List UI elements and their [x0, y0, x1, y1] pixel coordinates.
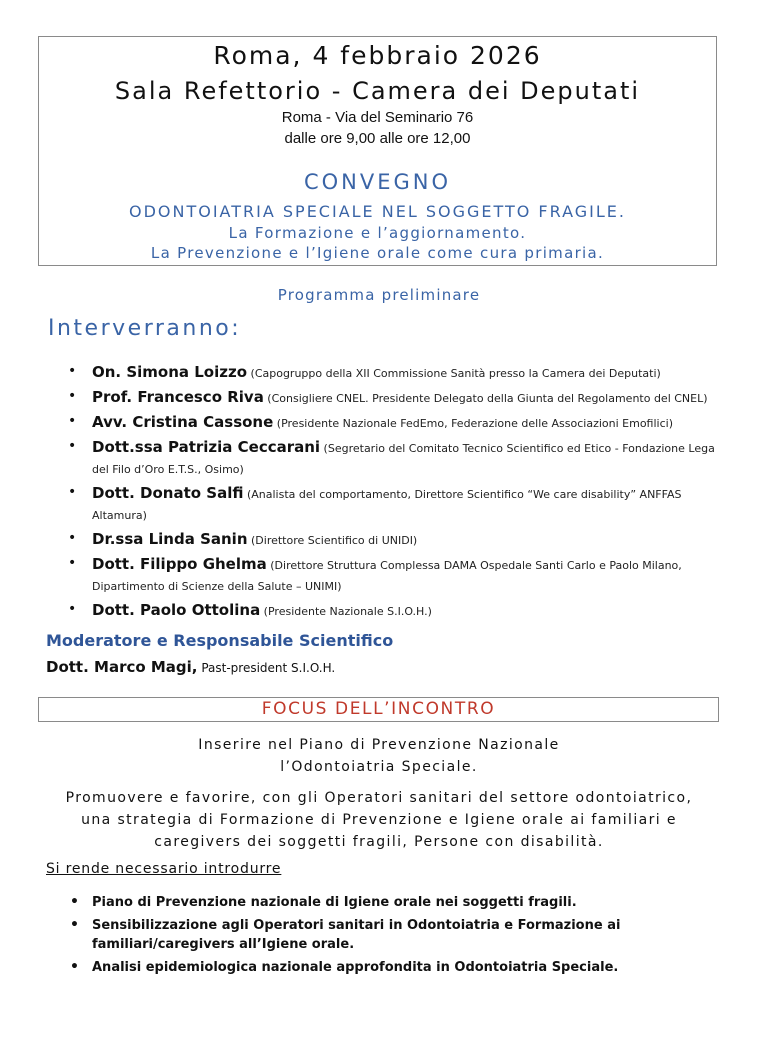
bullet-icon: •	[68, 484, 77, 500]
bullet-icon: •	[68, 555, 77, 571]
event-address: Roma - Via del Seminario 76	[281, 109, 474, 126]
action-text: Sensibilizzazione agli Operatori sanitari in Odontoiatria e Formazione ai familiari/caregivers all’Igiene orale.	[92, 918, 621, 952]
bullet-icon: •	[68, 601, 77, 617]
speaker-item	[66, 412, 716, 433]
speaker-name: Avv. Cristina Cassone	[92, 413, 274, 431]
moderator-line	[46, 657, 335, 676]
speakers-list	[66, 362, 716, 625]
speaker-role: (Segretario del Comitato Tecnico Scientifico ed Etico - Fondazione Lega del Filo d’Oro E.T.S., Osimo)	[92, 442, 715, 476]
bullet-icon: •	[68, 413, 77, 429]
action-text: Analisi epidemiologica nazionale approfondita in Odontoiatria Speciale.	[92, 960, 619, 975]
actions-list	[70, 893, 710, 981]
speaker-item	[66, 437, 716, 479]
program-label: Programma preliminare	[277, 286, 481, 304]
focus-line-2: l’Odontoiatria Speciale.	[280, 759, 478, 775]
event-date: Roma, 4 febbraio 2026	[213, 41, 542, 70]
bullet-icon: •	[70, 959, 79, 975]
event-venue: Sala Refettorio - Camera dei Deputati	[114, 77, 641, 105]
action-item	[70, 916, 710, 954]
speaker-name: On. Simona Loizzo	[92, 363, 248, 381]
focus-paragraph-line-1: Promuovere e favorire, con gli Operatori sanitari del settore odontoiatrico,	[65, 790, 693, 806]
focus-title: FOCUS DELL’INCONTRO	[261, 699, 496, 719]
speaker-role: (Consigliere CNEL. Presidente Delegato della Giunta del Regolamento del CNEL)	[263, 392, 708, 405]
action-text: Piano di Prevenzione nazionale di Igiene orale nei soggetti fragili.	[92, 895, 577, 910]
speaker-item	[66, 362, 716, 383]
event-time: dalle ore 9,00 alle ore 12,00	[284, 130, 471, 147]
necessary-heading: Si rende necessario introdurre	[46, 861, 282, 877]
bullet-icon: •	[68, 530, 77, 546]
speaker-role: (Capogruppo della XII Commissione Sanità presso la Camera dei Deputati)	[247, 367, 661, 380]
focus-line-1: Inserire nel Piano di Prevenzione Nazionale	[198, 737, 560, 753]
speaker-role: (Analista del comportamento, Direttore Scientifico “We care disability” ANFFAS Altamura)	[92, 488, 682, 522]
focus-paragraph-line-2: una strategia di Formazione di Prevenzione e Igiene orale ai familiari e	[81, 812, 677, 828]
speaker-role: (Direttore Scientifico di UNIDI)	[247, 534, 418, 547]
moderator-role: Past-president S.I.O.H.	[197, 661, 336, 675]
convegno-title: ODONTOIATRIA SPECIALE NEL SOGGETTO FRAGILE.	[128, 202, 626, 221]
bullet-icon: •	[68, 388, 77, 404]
bullet-icon: •	[70, 917, 79, 933]
speaker-item	[66, 483, 716, 525]
bullet-icon: •	[68, 438, 77, 454]
speaker-item	[66, 529, 716, 550]
focus-paragraph-line-3: caregivers dei soggetti fragili, Persone con disabilità.	[154, 834, 604, 850]
bullet-icon: •	[70, 894, 79, 910]
convegno-subtitle-2: La Prevenzione e l’Igiene orale come cura primaria.	[150, 244, 605, 262]
speaker-name: Dott. Filippo Ghelma	[92, 555, 267, 573]
convegno-label: CONVEGNO	[303, 170, 452, 194]
speaker-name: Dott.ssa Patrizia Ceccarani	[92, 438, 321, 456]
speaker-role: (Direttore Struttura Complessa DAMA Ospedale Santi Carlo e Paolo Milano, Dipartimento di Scienze della Salute – UNIMI)	[92, 559, 682, 593]
bullet-icon: •	[68, 363, 77, 379]
moderator-name: Dott. Marco Magi,	[46, 658, 198, 676]
speaker-item	[66, 387, 716, 408]
speakers-heading: Interverranno:	[48, 316, 242, 341]
speaker-name: Dott. Donato Salfi	[92, 484, 244, 502]
header-box	[38, 36, 717, 266]
convegno-subtitle-1: La Formazione e l’aggiornamento.	[228, 224, 527, 242]
action-item	[70, 893, 710, 912]
speaker-name: Dr.ssa Linda Sanin	[92, 530, 248, 548]
speaker-item	[66, 600, 716, 621]
moderator-heading: Moderatore e Responsabile Scientifico	[46, 631, 394, 650]
speaker-item	[66, 554, 716, 596]
speaker-role: (Presidente Nazionale FedEmo, Federazione delle Associazioni Emofilici)	[273, 417, 673, 430]
action-item	[70, 958, 710, 977]
speaker-role: (Presidente Nazionale S.I.O.H.)	[260, 605, 432, 618]
speaker-name: Dott. Paolo Ottolina	[92, 601, 261, 619]
focus-box	[38, 697, 719, 722]
speaker-name: Prof. Francesco Riva	[92, 388, 264, 406]
